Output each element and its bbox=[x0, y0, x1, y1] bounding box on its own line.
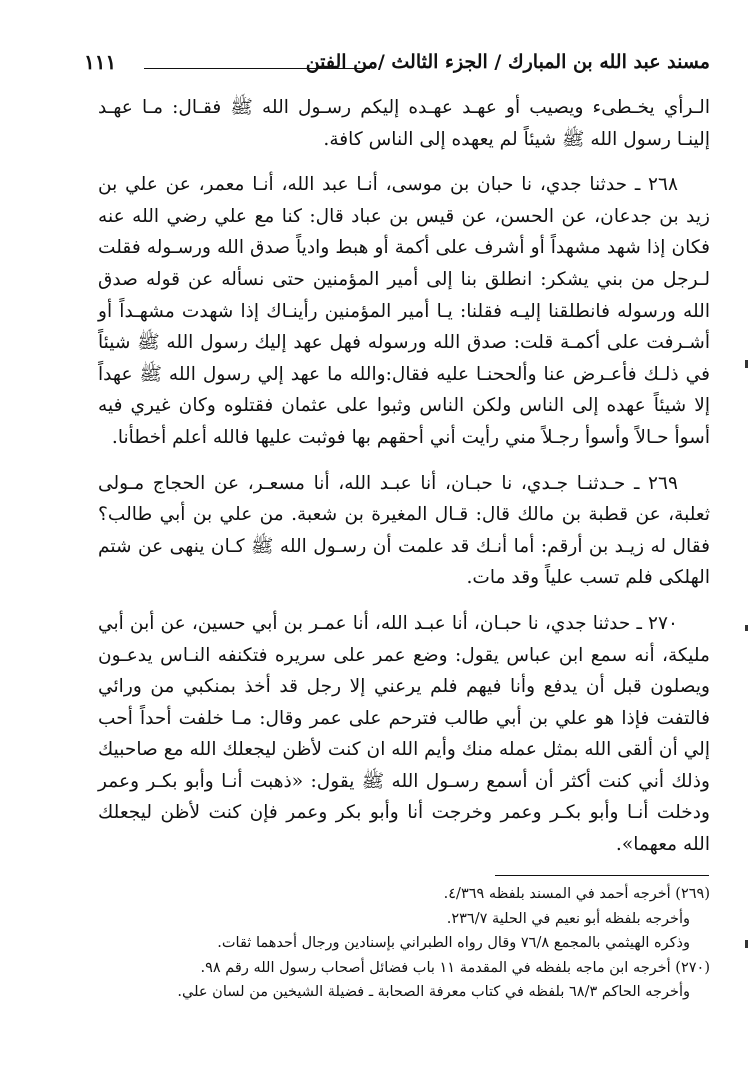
footnote-269-b: وأخرجه بلفظه أبو نعيم في الحلية ٢٣٦/٧. bbox=[446, 910, 690, 927]
footnote-270-a: (٢٧٠) أخرجه ابن ماجه بلفظه في المقدمة ١١ باب فضائل أصحاب رسول الله رقم ٩٨. bbox=[200, 959, 710, 976]
footnote-270-b: وأخرجه الحاكم ٦٨/٣ بلفظه في كتاب معرفة الصحابة ـ فضيلة الشيخين من لسان علي. bbox=[177, 984, 690, 1000]
margin-mark bbox=[745, 360, 748, 368]
page-number: ١١١ bbox=[84, 50, 117, 74]
footnotes bbox=[98, 882, 710, 1005]
hadith-268-text: ٢٦٨ ـ حدثنا جدي، نا حبان بن موسى، أنـا عبد الله، أنـا معمر، عن علي بن زيد بن جدعان، عن الحسن، عن قيس بن عباد قال: كنا مع علي رضي الله عنه فكان إذا شهد مشهداً أو أشرف على أكمة أو هبط وادياً صدق الله ورسـوله فقلت لـرجل من بني يشكر: انطلق بنا إلى أمير المؤمنين حتى نسأله عن قوله صدق الله ورسوله فانطلقنا إليـه فقلنا: يـا أمير المؤمنين رأينـاك إذا شهدت مشهـداً أو أشـرفت على أكمـة قلت: صدق الله ورسوله فهل عهد إليك رسول الله ﷺ شيئاً في ذلـك فأعـرض عنا وألححنـا عليه فقال:والله ما عهد إلي رسول الله ﷺ عهداً إلا شيئاً عهده إلى الناس ولكن الناس وثبوا على عثمان فقتلوه وكان غيري فيه أسوأ حـالاً وأسوأ رجـلاً مني رأيت أني أحقهم بها فوثبت عليها فالله أعلم أخطأنا. bbox=[98, 174, 710, 448]
hadith-270 bbox=[98, 608, 710, 861]
main-text bbox=[98, 92, 710, 861]
hadith-269-text: ٢٦٩ ـ حـدثنـا جـدي، نا حبـان، أنا عبـد الله، أنا مسعـر، عن الحجاج مـولى ثعلبة، عن قطبة بن مالك قال: قـال المغيرة بن شعبة. من علي بن أبي طالب؟ فقال له زيـد بن أرقم: أما أنـك قد علمت أن رسـول الله ﷺ كـان ينهى عن شتم الهلكى فلم تسب علياً وقد مات. bbox=[98, 472, 710, 589]
hadith-269 bbox=[98, 468, 710, 594]
header-rule bbox=[144, 68, 370, 69]
header-title: مسند عبد الله بن المبارك / الجزء الثالث /من الفتن bbox=[305, 51, 710, 73]
paragraph-continuation: الـرأي يخـطىء ويصيب أو عهـد عهـده إليكم رسـول الله ﷺ فقـال: مـا عهـد إلينـا رسول الله ﷺ شيئاً لم يعهده إلى الناس كافة. bbox=[98, 97, 710, 150]
hadith-270-text: ٢٧٠ ـ حدثنا جدي، نا حبـان، أنا عبـد الله، أنا عمـر بن أبي حسين، عن أبن أبي مليكة، أنه سمع ابن عباس يقول: وضع عمر على سريره فتكنفه النـاس يدعـون ويصلون قبل أن يدفع وأنا فيهم فلم يرعني إلا رجل قد أخذ بمنكبي من ورائي فالتفت فإذا هو علي بن أبي طالب فترحم على عمر وقال: مـا خلفت أحداً أحب إلي أن ألقى الله بمثل عمله منك وأيم الله ان كنت لأظن ليجعلك الله مع صاحبيك وذلك أني كنت أكثر أن أسمع رسـول الله ﷺ يقول: «ذهبت أنـا وأبو بكـر وعمر ودخلت أنـا وأبو بكـر وعمر وخرجت أنا وأبو بكر وعمر فإن كنت لأظن ليجعلك الله معهما». bbox=[98, 612, 711, 856]
footnote-269-c: وذكره الهيثمي بالمجمع ٧٦/٨ وقال رواه الطبراني بإسنادين ورجال أحدهما ثقات. bbox=[217, 935, 690, 951]
footnote-rule bbox=[495, 875, 709, 876]
margin-mark bbox=[745, 940, 748, 948]
running-header bbox=[84, 46, 710, 78]
margin-mark bbox=[745, 625, 748, 631]
hadith-268 bbox=[98, 169, 710, 453]
footnote-269-a: (٢٦٩) أخرجه أحمد في المسند بلفظه ٤/٣٦٩. bbox=[443, 886, 710, 902]
